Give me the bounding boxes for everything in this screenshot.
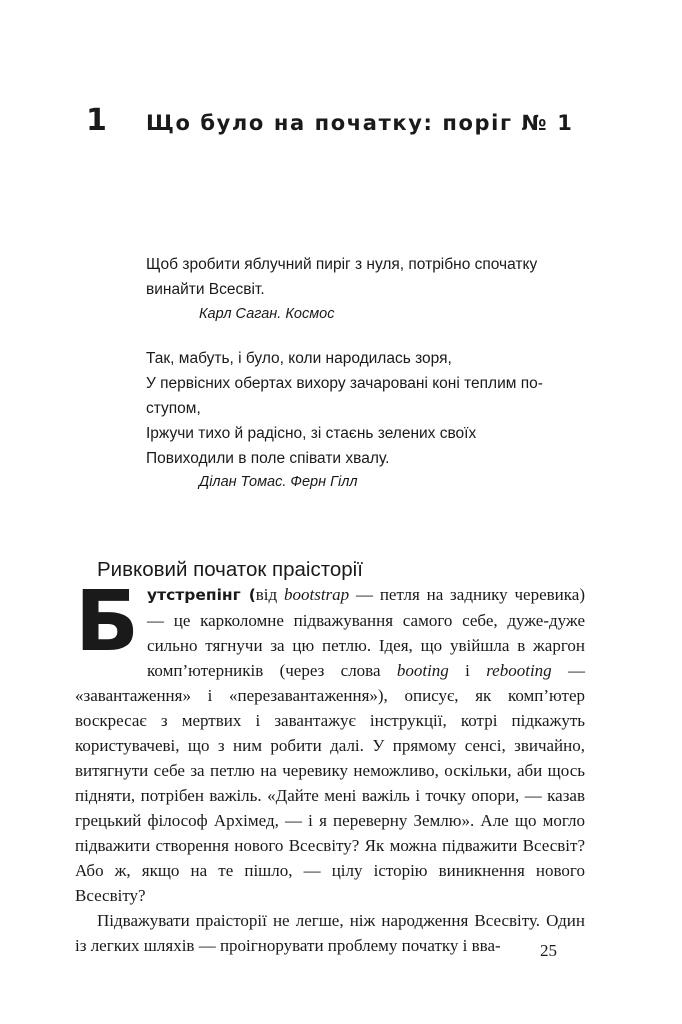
epigraph-line: винайти Всесвіт. (146, 281, 265, 298)
body-text (75, 572, 585, 958)
italic-term: bootstrap (284, 585, 350, 604)
text-run: — «завантаження» і «перезавантаження»), описує, як комп’ютер воскресає з мертвих і завантажує інструкції, котрі підкажуть користувачеві, що з ним робити далі. У прямому сенсі, звичайно, витягнути себе за петлю на черевику неможливо, оскільки, аби щось підняти, потрібен важіль. «Дайте мені важіль і точку опори, — казав грецький філософ Архімед, — і я переверну Землю». Але що могло підважити створення нового Всесвіту? Як можна підважити Всесвіт? Або ж, якщо на те пішло, — цілу історію виникнення нового Всесвіту? (75, 661, 585, 905)
epigraph-line: Повиходили в поле співати хвалу. (146, 450, 390, 467)
paragraph (75, 572, 585, 908)
epigraph-line: У первісних обертах вихору зачаровані коні теплим по- (146, 375, 543, 392)
epigraph-line: Щоб зробити яблучний пиріг з нуля, потрібно спочатку (146, 256, 538, 273)
epigraph-thomas (146, 346, 576, 471)
epigraph-attribution: Карл Саган. Космос (199, 306, 335, 322)
epigraph-sagan (146, 252, 576, 302)
section-title: Ривковий початок праісторії (97, 558, 363, 581)
epigraph-line: Іржучи тихо й радісно, зі стаєнь зелених своїх (146, 425, 477, 442)
drop-cap: Б (75, 572, 140, 670)
lead-word: утстрепінг ( (147, 586, 256, 604)
epigraph-line: ступом, (146, 400, 201, 417)
chapter-title: Що було на початку: поріг № 1 (146, 111, 574, 135)
paragraph: Підважувати праісторії не легше, ніж народження Всесвіту. Один із легких шляхів — проігнорувати проблему початку і вва- (75, 911, 585, 955)
epigraph-line: Так, мабуть, і було, коли народилась зоря, (146, 350, 452, 367)
text-run: і (448, 661, 487, 680)
italic-term: booting (396, 661, 449, 680)
page-number: 25 (540, 941, 557, 960)
chapter-heading (86, 103, 573, 138)
italic-term: rebooting (486, 661, 552, 680)
chapter-number: 1 (86, 103, 107, 138)
text-run: від (255, 585, 284, 604)
text-run: — петля на заднику черевика) — це карколомне підважування самого себе, дуже-дуже сильно тягнучи за цю петлю. Ідея, що увійшла в жаргон комп’ютерників (через слова (147, 585, 585, 680)
epigraph-attribution: Ділан Томас. Ферн Гілл (199, 474, 358, 490)
